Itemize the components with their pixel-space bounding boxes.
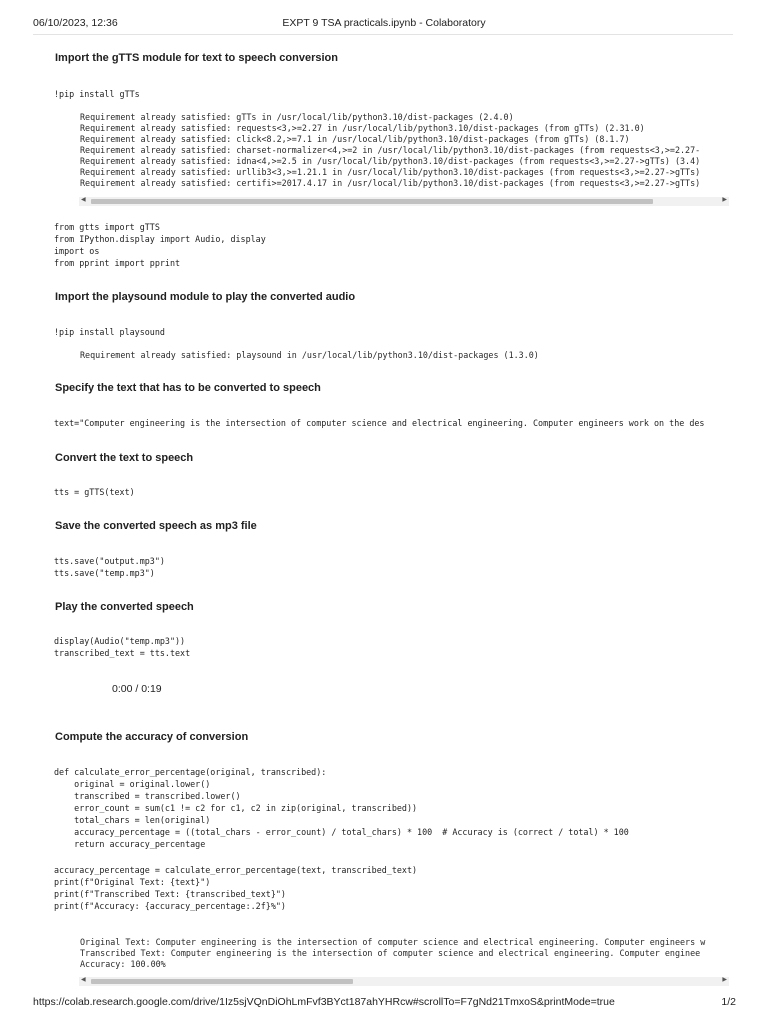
code-line: total_chars = len(original) [54, 815, 211, 825]
output-line: Requirement already satisfied: click<8.2,>=7.1 in /usr/local/lib/python3.10/dist-packages (from gTTs) (8.1.7) [80, 134, 630, 144]
output-pip-playsound: Requirement already satisfied: playsound in /usr/local/lib/python3.10/dist-packages (1.3.0) [80, 350, 539, 360]
code-cell-text[interactable]: text="Computer engineering is the intersection of computer science and electrical engineering. Computer engineers work on the des [54, 418, 705, 428]
page-number: 1/2 [721, 996, 736, 1008]
heading-specify-text: Specify the text that has to be converted to speech [55, 382, 321, 394]
code-line: tts.save("output.mp3") [54, 556, 165, 566]
output-line: Requirement already satisfied: charset-normalizer<4,>=2 in /usr/local/lib/python3.10/dist-packages (from requests<3,>=2.27- [80, 145, 701, 155]
code-line: print(f"Transcribed Text: {transcribed_text}") [54, 889, 286, 899]
heading-save-speech: Save the converted speech as mp3 file [55, 520, 257, 532]
code-line: original = original.lower() [54, 779, 211, 789]
code-cell-pip-playsound[interactable]: !pip install playsound [54, 327, 165, 337]
code-line: from IPython.display import Audio, display [54, 234, 266, 244]
code-line: from gtts import gTTS [54, 222, 160, 232]
heading-convert-text: Convert the text to speech [55, 452, 194, 464]
output-line: Requirement already satisfied: requests<3,>=2.27 in /usr/local/lib/python3.10/dist-packages (from gTTs) (2.31.0) [80, 123, 645, 133]
output-line: Requirement already satisfied: urllib3<3,>=1.21.1 in /usr/local/lib/python3.10/dist-packages (from requests<3,>=2.27->gTTs) [80, 167, 701, 177]
heading-play-speech: Play the converted speech [55, 601, 194, 613]
code-line: transcribed_text = tts.text [54, 648, 191, 658]
code-line: accuracy_percentage = calculate_error_percentage(text, transcribed_text) [54, 865, 418, 875]
output-line: Original Text: Computer engineering is the intersection of computer science and electrical engineering. Computer engineers w [80, 937, 706, 947]
code-line: return accuracy_percentage [54, 839, 206, 849]
output-horizontal-scrollbar[interactable] [79, 197, 729, 206]
code-line: tts.save("temp.mp3") [54, 568, 155, 578]
code-line: import os [54, 246, 100, 256]
output-line: Requirement already satisfied: gTTs in /usr/local/lib/python3.10/dist-packages (2.4.0) [80, 112, 514, 122]
code-line: from pprint import pprint [54, 258, 181, 268]
output-line: Requirement already satisfied: idna<4,>=2.5 in /usr/local/lib/python3.10/dist-packages (from requests<3,>=2.27->gTTs) (3.4) [80, 156, 701, 166]
header-divider [33, 34, 733, 35]
scroll-left-arrow-icon[interactable]: ◀ [81, 977, 86, 983]
scrollbar-thumb[interactable] [91, 199, 653, 204]
code-cell-convert[interactable]: tts = gTTS(text) [54, 487, 135, 497]
print-datetime: 06/10/2023, 12:36 [33, 17, 118, 29]
output-horizontal-scrollbar[interactable] [79, 977, 729, 986]
output-line: Accuracy: 100.00% [80, 959, 166, 969]
heading-compute-accuracy: Compute the accuracy of conversion [55, 731, 249, 743]
code-line: transcribed = transcribed.lower() [54, 791, 241, 801]
code-line: print(f"Original Text: {text}") [54, 877, 211, 887]
heading-import-gtts: Import the gTTS module for text to speech conversion [55, 52, 338, 64]
code-cell-pip-gtts[interactable]: !pip install gTTs [54, 89, 140, 99]
page-title: EXPT 9 TSA practicals.ipynb - Colaboratory [282, 17, 486, 29]
scroll-right-arrow-icon[interactable]: ▶ [722, 197, 727, 203]
heading-import-playsound: Import the playsound module to play the converted audio [55, 291, 356, 303]
code-line: print(f"Accuracy: {accuracy_percentage:.2f}%") [54, 901, 286, 911]
scroll-left-arrow-icon[interactable]: ◀ [81, 197, 86, 203]
output-line: Transcribed Text: Computer engineering is the intersection of computer science and electrical engineering. Computer enginee [80, 948, 701, 958]
output-line: Requirement already satisfied: certifi>=2017.4.17 in /usr/local/lib/python3.10/dist-packages (from requests<3,>=2.27->gTTs) [80, 178, 701, 188]
code-line: accuracy_percentage = ((total_chars - error_count) / total_chars) * 100 # Accuracy is (correct / total) * 100 [54, 827, 629, 837]
print-url: https://colab.research.google.com/drive/1Iz5sjVQnDiOhLmFvf3BYct187ahYHRcw#scrollTo=F7gNd21TmxoS&printMode=true [33, 996, 615, 1008]
code-line: error_count = sum(c1 != c2 for c1, c2 in zip(original, transcribed)) [54, 803, 418, 813]
code-line: def calculate_error_percentage(original, transcribed): [54, 767, 327, 777]
scroll-right-arrow-icon[interactable]: ▶ [722, 977, 727, 983]
code-line: display(Audio("temp.mp3")) [54, 636, 186, 646]
audio-player-time[interactable]: 0:00 / 0:19 [112, 683, 162, 695]
scrollbar-thumb[interactable] [91, 979, 353, 984]
